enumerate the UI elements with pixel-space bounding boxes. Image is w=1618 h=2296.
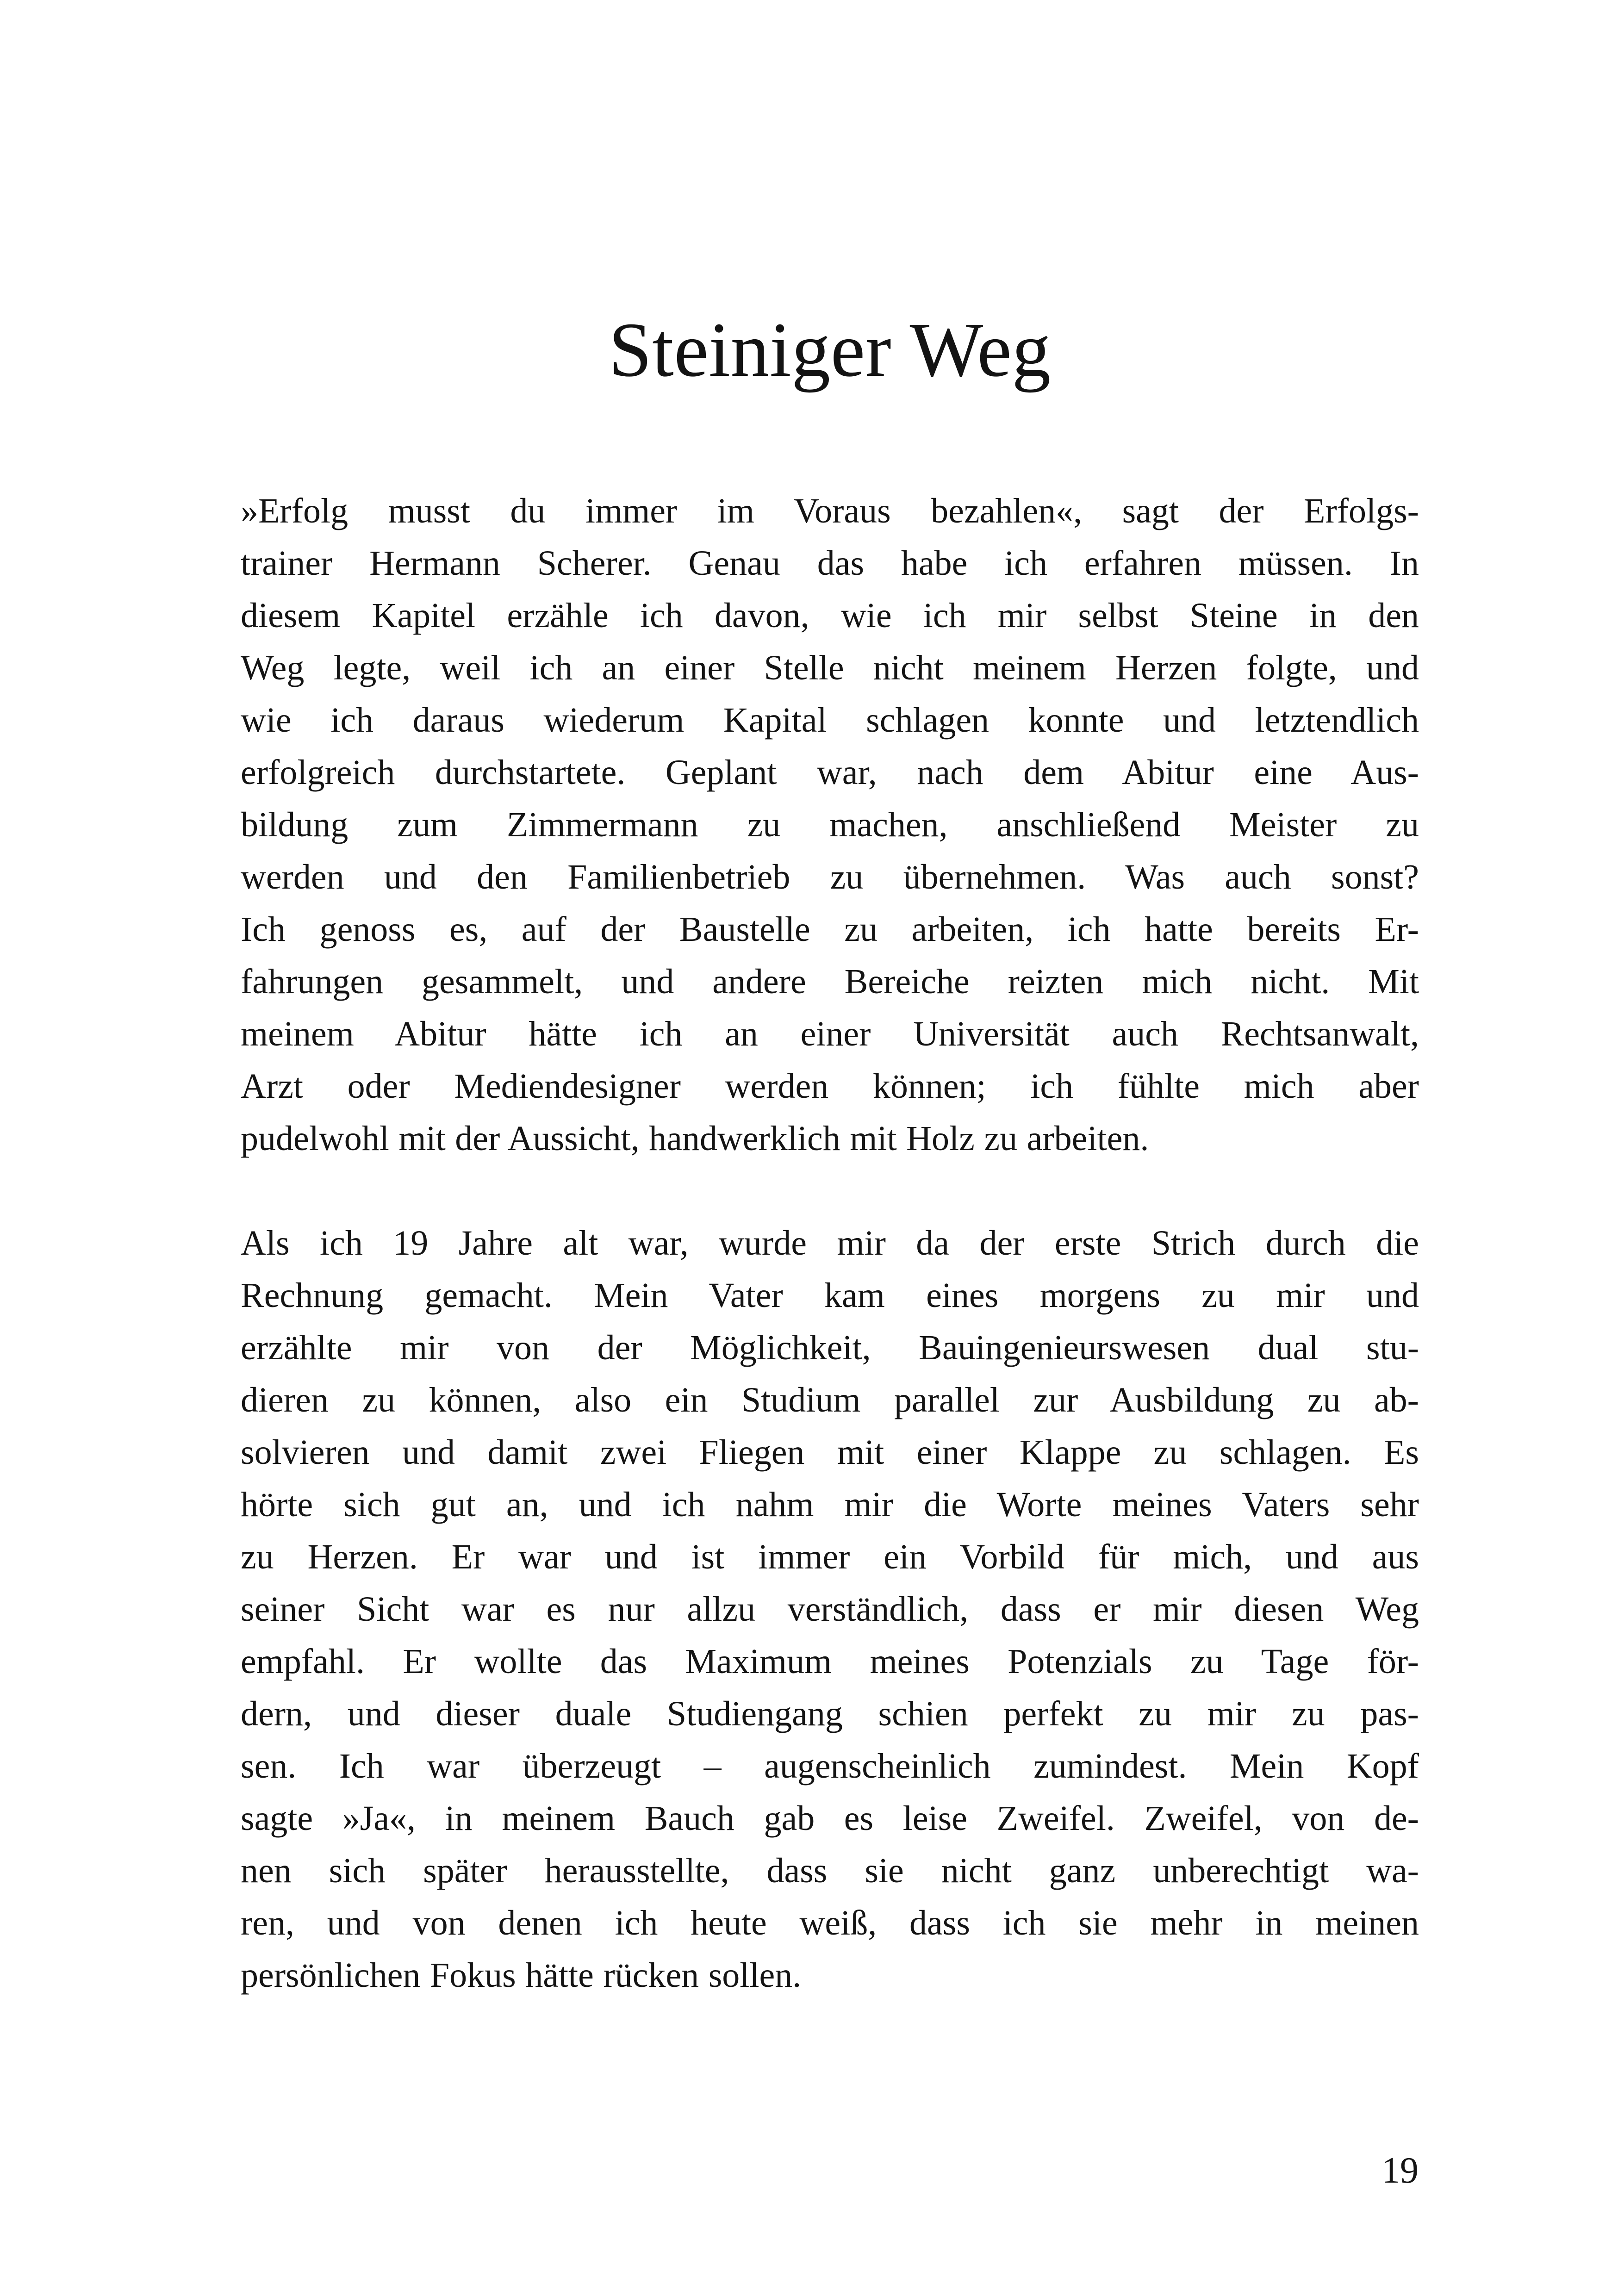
page-number: 19: [1382, 2150, 1419, 2191]
chapter-title: Steiniger Weg: [609, 307, 1051, 393]
body-text: [241, 485, 1419, 2002]
text-line: sen. Ich war überzeugt – augenscheinlich zumindest. Mein Kopf: [241, 1747, 1419, 1786]
text-line: dieren zu können, also ein Studium parallel zur Ausbildung zu ab-: [241, 1381, 1419, 1420]
text-line: seiner Sicht war es nur allzu verständlich, dass er mir diesen Weg: [241, 1590, 1419, 1629]
text-line: zu Herzen. Er war und ist immer ein Vorbild für mich, und aus: [241, 1537, 1419, 1577]
text-line: dern, und dieser duale Studiengang schien perfekt zu mir zu pas-: [241, 1694, 1419, 1734]
paragraph: [241, 485, 1419, 1165]
text-line: »Erfolg musst du immer im Voraus bezahlen«, sagt der Erfolgs-: [241, 492, 1419, 531]
text-line: wie ich daraus wiederum Kapital schlagen konnte und letztendlich: [241, 701, 1419, 740]
text-line: sagte »Ja«, in meinem Bauch gab es leise Zweifel. Zweifel, von de-: [241, 1799, 1419, 1838]
text-line: empfahl. Er wollte das Maximum meines Potenzials zu Tage för-: [241, 1642, 1419, 1681]
text-line: erzählte mir von der Möglichkeit, Bauingenieurswesen dual stu-: [241, 1328, 1419, 1368]
text-line: Arzt oder Mediendesigner werden können; ich fühlte mich aber: [241, 1067, 1419, 1106]
text-line: erfolgreich durchstartete. Geplant war, nach dem Abitur eine Aus-: [241, 753, 1419, 792]
text-line: solvieren und damit zwei Fliegen mit einer Klappe zu schlagen. Es: [241, 1433, 1419, 1472]
text-line: diesem Kapitel erzähle ich davon, wie ich mir selbst Steine in den: [241, 596, 1419, 635]
text-line: Weg legte, weil ich an einer Stelle nicht meinem Herzen folgte, und: [241, 648, 1419, 688]
text-line: Rechnung gemacht. Mein Vater kam eines morgens zu mir und: [241, 1276, 1419, 1315]
text-line: persönlichen Fokus hätte rücken sollen.: [241, 1956, 802, 1995]
text-line: pudelwohl mit der Aussicht, handwerklich mit Holz zu arbeiten.: [241, 1119, 1149, 1158]
text-line: meinem Abitur hätte ich an einer Universität auch Rechtsanwalt,: [241, 1014, 1419, 1054]
text-line: fahrungen gesammelt, und andere Bereiche reizten mich nicht. Mit: [241, 962, 1419, 1002]
text-line: werden und den Familienbetrieb zu übernehmen. Was auch sonst?: [241, 858, 1419, 897]
text-line: nen sich später herausstellte, dass sie nicht ganz unberechtigt wa-: [241, 1851, 1419, 1891]
text-line: bildung zum Zimmermann zu machen, anschließend Meister zu: [241, 805, 1419, 845]
text-line: Ich genoss es, auf der Baustelle zu arbeiten, ich hatte bereits Er-: [241, 910, 1419, 949]
text-line: hörte sich gut an, und ich nahm mir die Worte meines Vaters sehr: [241, 1485, 1419, 1524]
text-line: Als ich 19 Jahre alt war, wurde mir da der erste Strich durch die: [241, 1224, 1419, 1263]
text-line: ren, und von denen ich heute weiß, dass ich sie mehr in meinen: [241, 1904, 1419, 1943]
paragraph: [241, 1217, 1419, 2002]
book-page: [241, 0, 1419, 2002]
text-line: trainer Hermann Scherer. Genau das habe ich erfahren müssen. In: [241, 544, 1419, 583]
